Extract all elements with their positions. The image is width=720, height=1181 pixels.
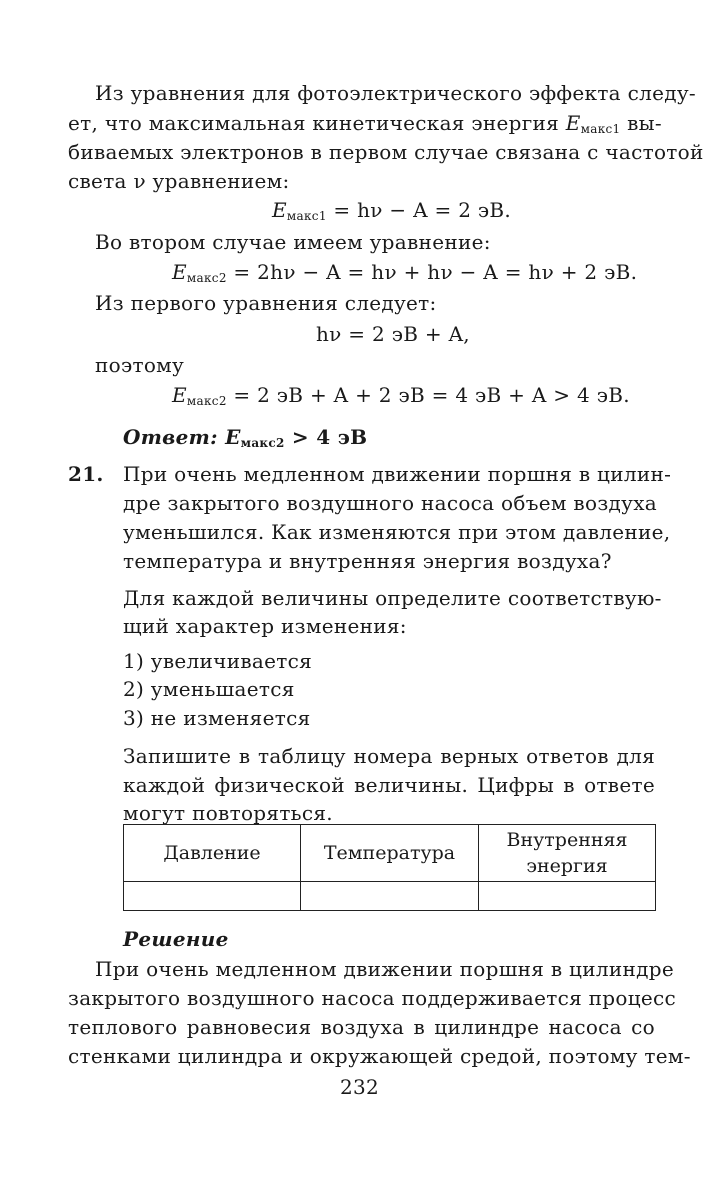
page-number: 232 bbox=[340, 1075, 380, 1099]
therefore-text: поэтому bbox=[95, 353, 185, 377]
intro-line-3: биваемых электронов в первом случае связана с частотой bbox=[68, 140, 704, 164]
answer-table-empty-row bbox=[124, 881, 656, 910]
equation-4: $E_{макс2} = 2$ эВ + A + 2 эВ = 4 эВ + A > 4 эВ. bbox=[172, 383, 630, 408]
table-prompt-line-2: каждой физической величины. Цифры в ответе bbox=[123, 773, 655, 797]
equation-2: $E_{макс2} = 2h\nu - A = h\nu + h\nu - A = h\nu + 2$ эВ. bbox=[172, 260, 638, 285]
solution-heading: Решение bbox=[123, 927, 229, 951]
equation-1: $E_{макс1} = h\nu - A = 2$ эВ. bbox=[272, 198, 512, 223]
instruction-line-2: щий характер изменения: bbox=[123, 614, 407, 638]
option-increases: 1) увеличивается bbox=[123, 649, 313, 673]
equation-3: hν = 2 эВ + A, bbox=[316, 322, 470, 346]
answer-table-header-row bbox=[124, 825, 656, 882]
intro-line-4: света ν уравнением: bbox=[68, 169, 290, 193]
option-decreases: 2) уменьшается bbox=[123, 677, 295, 701]
from-first-text: Из первого уравнения следует: bbox=[95, 291, 437, 315]
answer-table bbox=[123, 824, 656, 911]
answer-line: Ответ: $E_{макс2} > 4$ эВ bbox=[123, 425, 368, 450]
problem-number: 21. bbox=[68, 462, 104, 486]
answer-cell-pressure[interactable] bbox=[124, 881, 301, 910]
second-case-text: Во втором случае имеем уравнение: bbox=[95, 230, 491, 254]
problem-line-3: уменьшился. Как изменяются при этом давление, bbox=[123, 520, 671, 544]
table-prompt-line-3: могут повторяться. bbox=[123, 801, 333, 825]
problem-line-2: дре закрытого воздушного насоса объем воздуха bbox=[123, 491, 658, 515]
solution-line-4: стенками цилиндра и окружающей средой, поэтому тем- bbox=[68, 1044, 691, 1068]
header-temperature: Температура bbox=[301, 825, 479, 882]
intro-line-2: ет, что максимальная кинетическая энергия $E_{макс1}$ вы- bbox=[68, 111, 662, 136]
table-prompt-line-1: Запишите в таблицу номера верных ответов для bbox=[123, 744, 655, 768]
instruction-line-1: Для каждой величины определите соответствую- bbox=[123, 586, 662, 610]
option-unchanged: 3) не изменяется bbox=[123, 706, 311, 730]
answer-cell-internal-energy[interactable] bbox=[479, 881, 656, 910]
header-internal-energy: Внутренняя энергия bbox=[479, 825, 656, 882]
solution-line-2: закрытого воздушного насоса поддерживается процесс bbox=[68, 986, 677, 1010]
problem-line-1: При очень медленном движении поршня в цилин- bbox=[123, 462, 672, 486]
solution-line-3: теплового равновесия воздуха в цилиндре насоса со bbox=[68, 1015, 655, 1039]
intro-line-1: Из уравнения для фотоэлектрического эффекта следу- bbox=[95, 81, 696, 105]
problem-line-4: температура и внутренняя энергия воздуха? bbox=[123, 549, 612, 573]
answer-cell-temperature[interactable] bbox=[301, 881, 479, 910]
header-pressure: Давление bbox=[124, 825, 301, 882]
solution-line-1: При очень медленном движении поршня в цилиндре bbox=[95, 957, 674, 981]
